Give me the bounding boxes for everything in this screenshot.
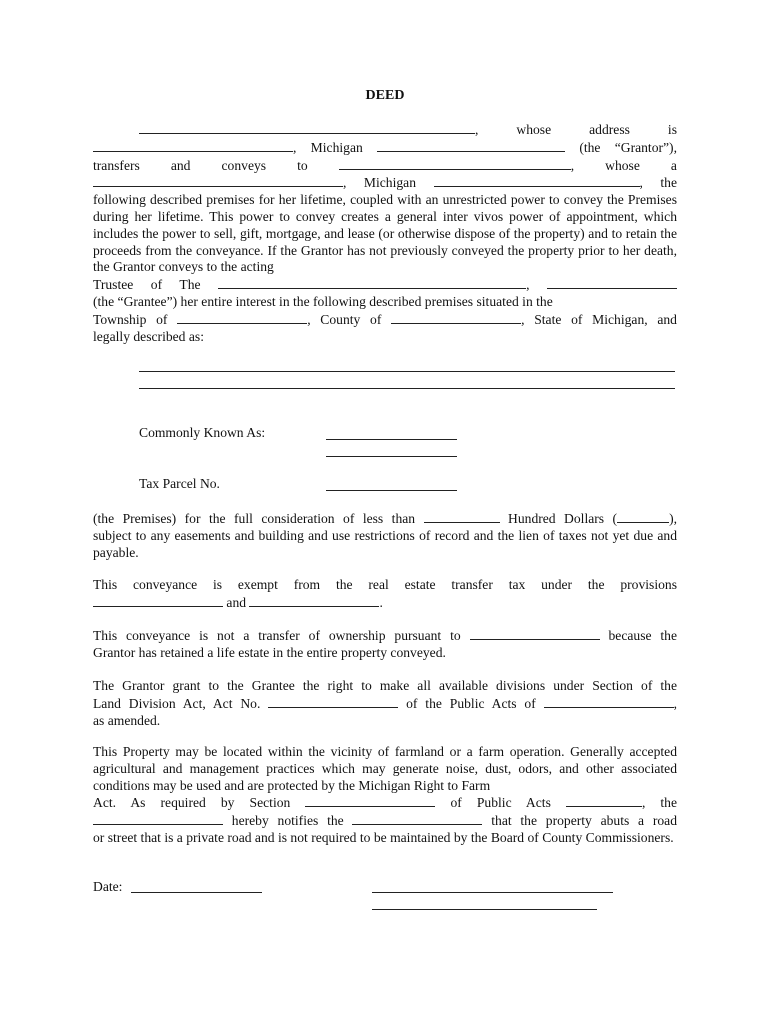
legally-described: legally described as:	[93, 328, 204, 344]
commonly-known-blank-2[interactable]	[326, 456, 457, 457]
intro-paragraph	[93, 121, 677, 345]
intro-line-2: , Michigan (the “Grantor”),	[93, 139, 677, 157]
consideration-paragraph	[93, 510, 677, 561]
grantee-name-blank[interactable]	[339, 157, 571, 170]
exempt-line-2: and .	[93, 594, 677, 612]
farm-rest: or street that is a private road and is not required to be maintained by the Board of County Commissioners.	[93, 829, 674, 845]
division-line-1: The Grantor grant to the Grantee the right to make all available divisions under Section of the	[93, 678, 677, 693]
farm-line-notifies: hereby notifies the that the property abuts a road	[93, 812, 677, 830]
notified-party-blank[interactable]	[352, 812, 482, 825]
date-label: Date:	[93, 879, 123, 894]
date-blank[interactable]	[131, 892, 262, 893]
consideration-amount-blank[interactable]	[424, 510, 500, 523]
township-blank[interactable]	[177, 311, 307, 324]
not-transfer-line-1: This conveyance is not a transfer of ownership pursuant to because the	[93, 628, 678, 643]
public-acts-year-blank[interactable]	[544, 695, 674, 708]
county-blank[interactable]	[391, 311, 521, 324]
notifier-blank[interactable]	[93, 812, 223, 825]
farm-paragraph	[93, 744, 677, 847]
document-title: DEED	[365, 88, 405, 103]
farm-line-act: Act. As required by Section of Public Acts , the	[93, 795, 678, 811]
grantee-zip-blank[interactable]	[434, 174, 640, 187]
trust-date-blank[interactable]	[547, 276, 677, 289]
intro-line-3: transfers and conveys to , whose a	[93, 157, 677, 173]
township-line: Township of , County of , State of Michigan, and	[93, 311, 677, 327]
division-line-3: as amended.	[93, 712, 161, 728]
exempt-provision-blank-2[interactable]	[249, 594, 379, 607]
tax-parcel-blank[interactable]	[326, 490, 457, 491]
public-acts-blank[interactable]	[566, 794, 642, 807]
signature-line[interactable]	[372, 892, 613, 893]
intro-line-4: , Michigan , the	[93, 174, 677, 192]
consideration-rest: subject to any easements and building and use restrictions of record and the lien of taxes not yet due and payable.	[93, 527, 677, 560]
consideration-line-1: (the Premises) for the full consideration of less than Hundred Dollars ( ),	[93, 511, 677, 526]
intro-body: following described premises for her lifetime, coupled with an unrestricted power to convey the Premises during her lifetime. This power to convey creates a general inter vivos power of appointment, which includes the power to sell, gift, mortgage, and lease (or otherwise dispose of the property) and to retain the proceeds from the conveyance. If the Grantor has not previously conveyed the property prior to her death, the Grantor conveys to the acting	[93, 192, 677, 275]
intro-line-1: , whose address is	[93, 121, 677, 139]
division-paragraph	[93, 678, 677, 729]
grantor-zip-blank[interactable]	[377, 139, 565, 152]
trust-name-blank[interactable]	[218, 276, 526, 289]
tax-parcel-label: Tax Parcel No.	[139, 476, 220, 491]
not-transfer-line-2: Grantor has retained a life estate in the entire property conveyed.	[93, 644, 446, 660]
division-line-2: Land Division Act, Act No. of the Public Acts of ,	[93, 695, 678, 711]
farm-body: This Property may be located within the vicinity of farmland or a farm operation. Generally accepted agricultural and management practices which may generate noise, dust, odors, and other associated conditions may be used and are protected by the Michigan Right to Farm	[93, 744, 677, 793]
grantor-name-blank[interactable]	[139, 121, 475, 134]
consideration-dollars-blank[interactable]	[617, 510, 669, 523]
exempt-provision-blank-1[interactable]	[93, 594, 223, 607]
intro-trustee-line: Trustee of The ,	[93, 276, 677, 294]
grantee-address-blank[interactable]	[93, 174, 343, 187]
section-blank[interactable]	[305, 794, 435, 807]
legal-description-line-2[interactable]	[139, 388, 675, 389]
grantee-text: (the “Grantee”) her entire interest in the following described premises situated in the	[93, 293, 553, 309]
legal-description-line-1[interactable]	[139, 371, 675, 372]
act-number-blank[interactable]	[268, 695, 398, 708]
not-transfer-paragraph	[93, 627, 677, 662]
not-transfer-blank[interactable]	[470, 627, 600, 640]
commonly-known-blank-1[interactable]	[326, 439, 457, 440]
commonly-known-label: Commonly Known As:	[139, 425, 266, 440]
printed-name-line[interactable]	[372, 909, 597, 910]
grantor-address-blank[interactable]	[93, 139, 293, 152]
exempt-paragraph	[93, 577, 677, 612]
exempt-line-1: This conveyance is exempt from the real estate transfer tax under the provisions	[93, 577, 677, 592]
